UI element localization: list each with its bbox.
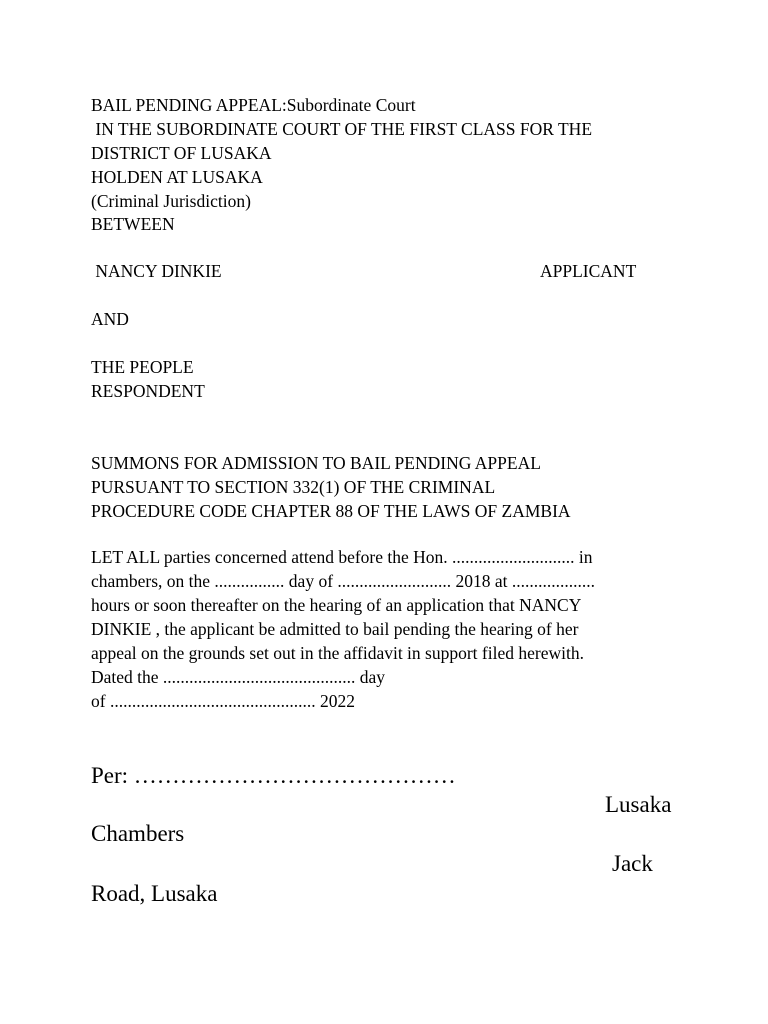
body-line-1: LET ALL parties concerned attend before the Hon. ............................ in xyxy=(91,547,593,567)
address-chambers: Chambers xyxy=(91,821,185,846)
summons-title-line-3: PROCEDURE CODE CHAPTER 88 OF THE LAWS OF ZAMBIA xyxy=(91,501,571,521)
respondent-name: THE PEOPLE xyxy=(91,357,194,377)
between-line: BETWEEN xyxy=(91,214,175,234)
body-line-5: appeal on the grounds set out in the affidavit in support filed herewith. xyxy=(91,643,584,663)
court-line-1: IN THE SUBORDINATE COURT OF THE FIRST CLASS FOR THE xyxy=(91,119,593,139)
holden-line: HOLDEN AT LUSAKA xyxy=(91,167,263,187)
summons-title-line-1: SUMMONS FOR ADMISSION TO BAIL PENDING APPEAL xyxy=(91,453,541,473)
address-road: Road, Lusaka xyxy=(91,881,218,906)
applicant-role: APPLICANT xyxy=(540,261,637,281)
address-lusaka: Lusaka xyxy=(605,792,672,817)
respondent-role: RESPONDENT xyxy=(91,381,205,401)
body-line-4: DINKIE , the applicant be admitted to bail pending the hearing of her xyxy=(91,619,579,639)
per-signature-line: Per: …………………………………… xyxy=(91,763,456,788)
body-line-3: hours or soon thereafter on the hearing of an application that NANCY xyxy=(91,595,582,615)
applicant-name: NANCY DINKIE xyxy=(91,261,222,281)
and-line: AND xyxy=(91,309,129,329)
summons-title-line-2: PURSUANT TO SECTION 332(1) OF THE CRIMINAL xyxy=(91,477,496,497)
year-line: of ............................................... 2022 xyxy=(91,691,355,711)
dated-line: Dated the ............................................ day xyxy=(91,667,386,687)
document-title: BAIL PENDING APPEAL:Subordinate Court xyxy=(91,95,416,115)
jurisdiction-line: (Criminal Jurisdiction) xyxy=(91,191,251,211)
court-line-2: DISTRICT OF LUSAKA xyxy=(91,143,272,163)
address-jack: Jack xyxy=(612,851,653,876)
body-line-2: chambers, on the ................ day of .......................... 2018 at ................... xyxy=(91,571,596,591)
